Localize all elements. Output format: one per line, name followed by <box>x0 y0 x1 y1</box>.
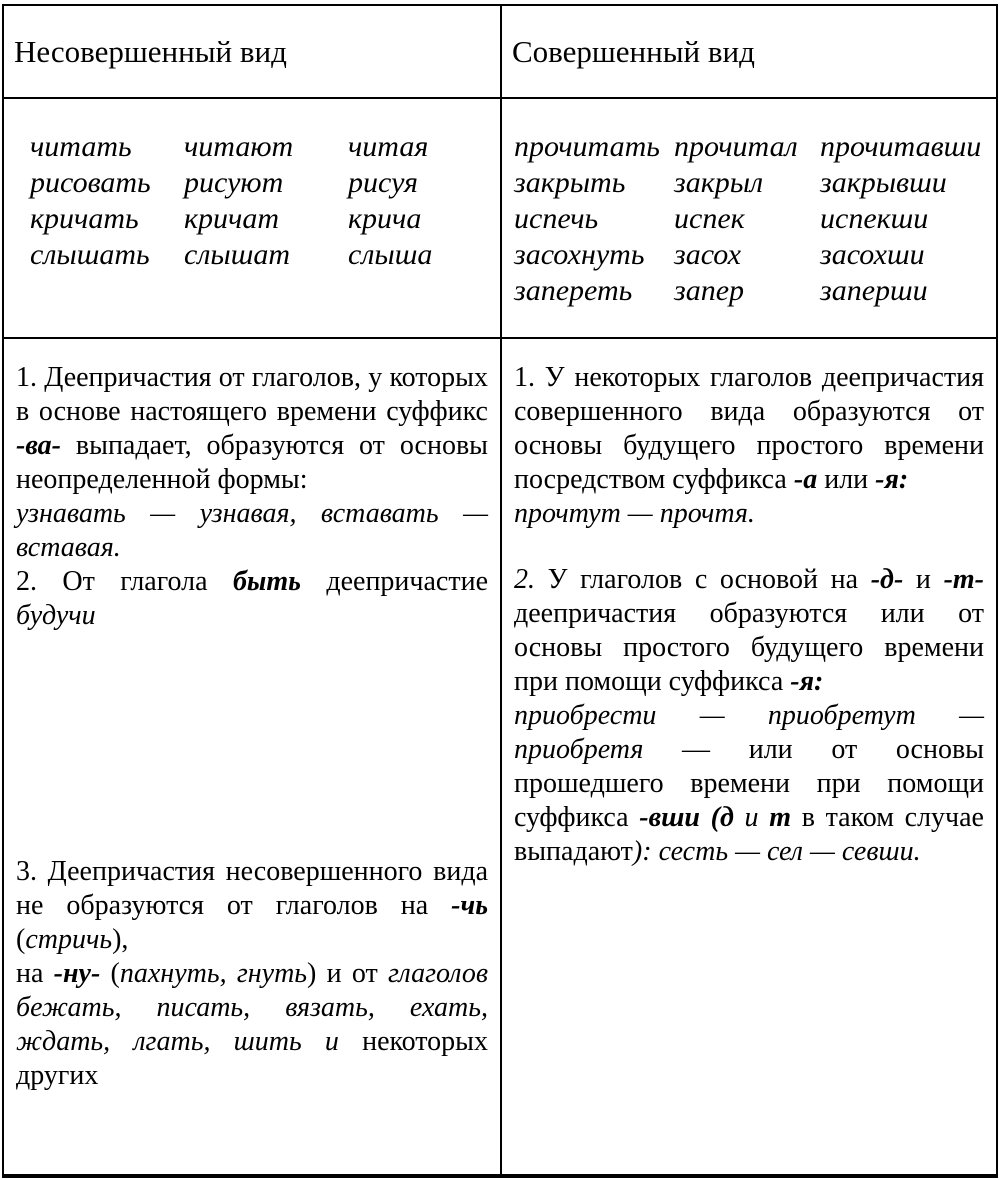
text-run: -ну- <box>53 958 101 989</box>
example-word: закрывши <box>820 166 947 199</box>
example-word: слышат <box>184 238 291 271</box>
text-run: 1. Деепричастия от глаголов, у которых в основе настоящего времени суффикс <box>16 362 488 427</box>
text-run: быть <box>232 566 301 597</box>
example-word: рисовать <box>30 166 151 199</box>
text-run: и <box>903 564 944 595</box>
text-run: 3. Деепричастия несовершенного вида не образуются от глаголов на <box>16 856 488 921</box>
example-word: рисуя <box>348 166 418 199</box>
text-run: приобрести — приобретут — приобретя <box>514 700 984 765</box>
text-run: стричь <box>25 924 113 955</box>
text-run: -я: <box>790 666 824 697</box>
header-cell-perfective <box>502 6 996 99</box>
example-word: испекши <box>820 202 929 235</box>
vertical-spacer <box>16 633 488 855</box>
example-word: запер <box>674 274 745 307</box>
text-run: некоторых других <box>16 1026 488 1091</box>
text-run: ) и от <box>307 958 388 989</box>
example-word: испек <box>674 202 745 235</box>
example-word: прочитать <box>514 130 660 163</box>
vertical-spacer <box>514 531 984 563</box>
example-word: рисуют <box>184 166 284 199</box>
notes-cell-imperfective <box>4 339 502 1174</box>
header-cell-imperfective <box>4 6 502 99</box>
example-word: закрыл <box>674 166 764 199</box>
left-point-2 <box>16 565 488 633</box>
example-word: засох <box>674 238 741 271</box>
text-run: деепричастия образуются или от основы простого будущего времени при помощи суффикса <box>514 598 984 697</box>
text-run: ), <box>112 924 129 955</box>
text-run: 1. У некоторых глаголов деепричастия совершенного вида образуются от основы будущего простого времени посредством суффикса <box>514 362 984 495</box>
text-run: -а <box>793 464 818 495</box>
example-word: читая <box>348 130 429 163</box>
text-run: -вши (д <box>639 802 734 833</box>
text-run: узнавать — узнавая, вставать — вставая. <box>16 498 488 563</box>
text-run: -т- <box>943 564 984 595</box>
examples-cell-imperfective <box>4 99 502 339</box>
right-point-1 <box>514 361 984 497</box>
text-run: на <box>16 958 54 989</box>
text-run: -я: <box>875 464 909 495</box>
example-word: крича <box>348 202 422 235</box>
header-label-imperfective: Несовершенный вид <box>14 33 287 69</box>
left-point-1 <box>16 361 488 497</box>
example-word: заперши <box>820 274 928 307</box>
example-word: читать <box>30 130 132 163</box>
text-run: в таком случае выпадают <box>514 802 984 867</box>
text-run: 2. От глагола <box>16 566 233 597</box>
text-run: будучи <box>16 600 96 631</box>
example-word: прочитавши <box>820 130 982 163</box>
right-point-2-example <box>514 699 984 869</box>
header-label-perfective: Совершенный вид <box>512 33 755 69</box>
text-run: — или от основы прошедшего времени при помощи суффикса <box>514 734 984 833</box>
examples-cell-perfective <box>502 99 996 339</box>
text-run: т <box>769 802 792 833</box>
right-point-1-example <box>514 497 984 531</box>
text-run: выпадает, образуются от основы неопределенной формы: <box>16 430 488 495</box>
text-run: деепричастие <box>300 566 488 597</box>
notes-cell-perfective <box>502 339 996 1174</box>
text-run: -чь <box>451 890 488 921</box>
text-run: -д- <box>870 564 904 595</box>
example-word: кричат <box>184 202 280 235</box>
text-run: 2. <box>514 564 535 595</box>
example-word: засохнуть <box>514 238 645 271</box>
text-run: У глаголов с основой на <box>535 564 871 595</box>
example-word: кричать <box>30 202 139 235</box>
text-run: ( <box>16 924 26 955</box>
text-run: или <box>817 464 876 495</box>
example-word: запереть <box>514 274 633 307</box>
text-run: сесть — сел — севши. <box>658 836 921 867</box>
left-point-3 <box>16 855 488 1093</box>
text-run: прочтут — прочтя. <box>514 498 755 529</box>
left-point-1-examples <box>16 497 488 565</box>
text-run: -ва- <box>16 430 61 461</box>
example-word: испечь <box>514 202 599 235</box>
text-run: ): <box>632 836 659 867</box>
example-word: засохши <box>820 238 925 271</box>
text-run: ( <box>100 958 120 989</box>
text-run: и <box>733 802 770 833</box>
text-run: глаголов бежать, писать, вязать, ехать, ждать, лгать, шить и <box>16 958 489 1057</box>
right-point-2 <box>514 563 984 699</box>
example-word: читают <box>184 130 294 163</box>
aspect-table <box>2 4 998 1178</box>
example-word: слышать <box>30 238 150 271</box>
text-run: пахнуть, гнуть <box>119 958 308 989</box>
example-word: прочитал <box>674 130 798 163</box>
example-word: слыша <box>348 238 433 271</box>
example-word: закрыть <box>514 166 626 199</box>
